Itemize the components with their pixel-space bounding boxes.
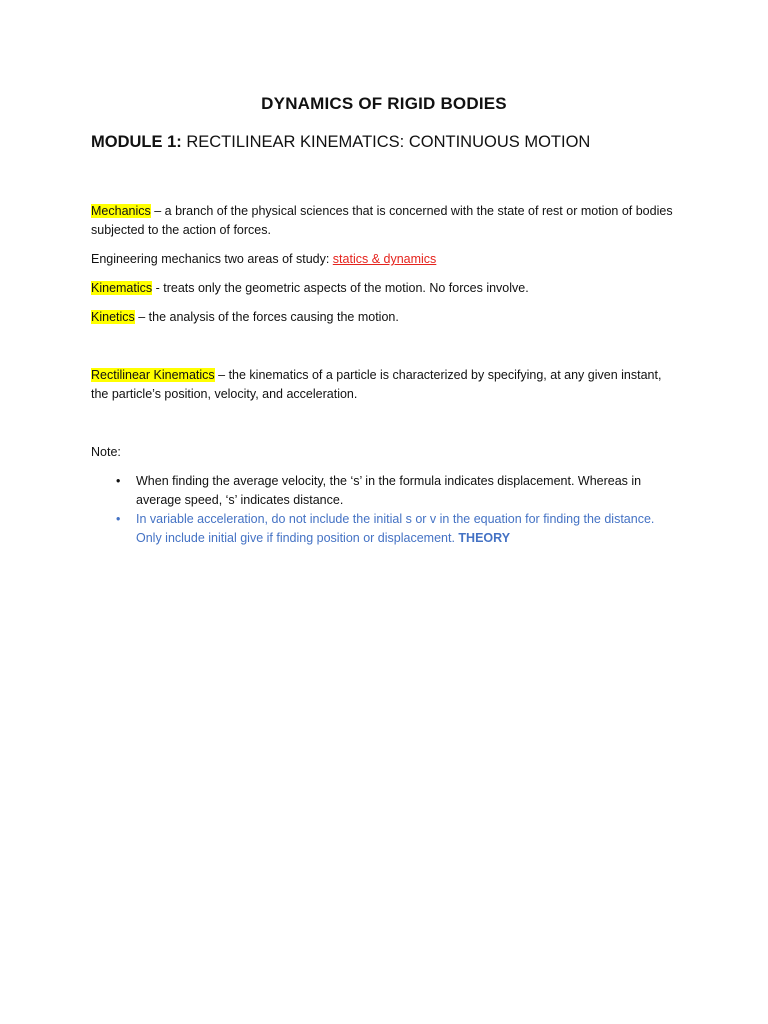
- engineering-areas: [91, 250, 681, 269]
- bullet-text: When finding the average velocity, the ‘s’ in the formula indicates displacement. Whereas in average speed, ‘s’ indicates distance.: [136, 474, 642, 507]
- rectilinear-definition: [91, 366, 681, 404]
- list-item: [91, 472, 681, 510]
- kinetics-text: – the analysis of the forces causing the motion.: [134, 310, 399, 324]
- mechanics-text: – a branch of the physical sciences that is concerned with the state of rest or motion of bodies subjected to the action of forces.: [91, 204, 673, 237]
- bullet-text: In variable acceleration, do not include the initial s or v in the equation for finding the distance. Only include initial give if finding position or displacement.: [136, 512, 655, 545]
- mechanics-term: Mechanics: [91, 204, 151, 218]
- engineering-text: Engineering mechanics two areas of study:: [91, 252, 333, 266]
- module-colon: :: [176, 133, 182, 151]
- bullet-icon: •: [116, 512, 121, 526]
- bullet-icon: •: [116, 474, 121, 488]
- kinetics-term: Kinetics: [91, 310, 135, 324]
- statics-dynamics-link[interactable]: statics & dynamics: [332, 252, 437, 266]
- mechanics-definition: [91, 202, 681, 240]
- theory-emphasis: THEORY: [458, 531, 511, 545]
- note-list: [91, 472, 681, 548]
- kinematics-term: Kinematics: [91, 281, 153, 295]
- document-title: DYNAMICS OF RIGID BODIES: [261, 94, 507, 113]
- rectilinear-text: – the kinematics of a particle is characterized by specifying, at any given instant, the particle’s position, velocity, and acceleration.: [91, 368, 662, 401]
- rectilinear-term: Rectilinear Kinematics: [91, 368, 215, 382]
- module-heading: [91, 133, 590, 152]
- module-topic: RECTILINEAR KINEMATICS: CONTINUOUS MOTION: [181, 133, 591, 151]
- note-label: Note:: [91, 445, 121, 459]
- module-label: MODULE 1: [91, 133, 177, 151]
- list-item: [91, 510, 681, 548]
- kinematics-definition: [91, 279, 681, 298]
- kinetics-definition: [91, 308, 681, 327]
- kinematics-text: - treats only the geometric aspects of the motion. No forces involve.: [152, 281, 529, 295]
